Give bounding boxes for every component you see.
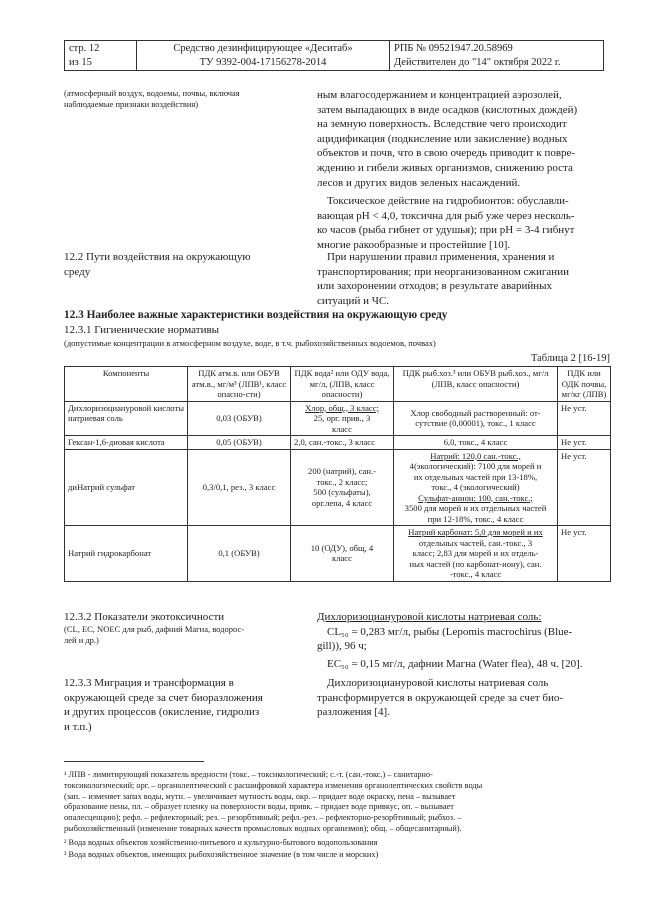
footnote-3: ³ Вода водных объектов, имеющих рыбохозяйственное значение (в том числе и морских) bbox=[64, 850, 379, 859]
cell-line: 500 (сульфаты), bbox=[313, 487, 371, 498]
cell-line: Сульфат-анион: 100, сан.-токс.; bbox=[418, 492, 533, 503]
fish-cell bbox=[394, 526, 558, 582]
table-header-row bbox=[65, 367, 611, 402]
text-line: лесов и других видов зеленых насаждений. bbox=[317, 176, 521, 189]
section-12-3-3-title bbox=[64, 676, 309, 734]
fish-cell: 6,0, токс., 4 класс bbox=[394, 436, 558, 450]
page-total: из 15 bbox=[69, 57, 92, 68]
section-12-3-2-note bbox=[64, 624, 304, 646]
table-header-cell: ПДК вода² или ОДУ вода, мг/л, (ЛПВ, класс опасности) bbox=[291, 367, 394, 402]
cell-line: Хлор свободный растворенный: от- bbox=[410, 407, 541, 418]
fish-cell bbox=[394, 401, 558, 436]
section-12-3-title: 12.3 Наиболее важные характеристики воздействия на окружающую среду bbox=[64, 309, 448, 321]
component-cell: диНатрий сульфат bbox=[65, 449, 188, 526]
cell-line: токс., 4 (экологический) bbox=[431, 482, 520, 492]
text-line: транспортирования; при неорганизованном сжигании bbox=[317, 265, 569, 278]
text-line: Токсическое действие на гидробионтов: обуславли- bbox=[327, 195, 569, 207]
hygiene-standards-table bbox=[64, 366, 611, 582]
section-title-line: среду bbox=[64, 265, 91, 278]
cell-line: 25, орг. прив., 3 bbox=[313, 413, 371, 423]
footnote-line: рыбохозяйственный (изменение товарных качеств промысловых водных организмов); общ. – общесанитарный). bbox=[64, 823, 462, 833]
rpb-cell bbox=[390, 41, 605, 70]
section-12-2-title bbox=[64, 250, 304, 279]
ec50-line: EC₅₀ = 0,15 мг/л, дафнии Магна (Water flea), 48 ч. [20]. bbox=[327, 657, 583, 670]
fish-cell bbox=[394, 449, 558, 526]
text-line: ацидификация (подкисление или закисление) водных bbox=[317, 132, 568, 145]
table-row bbox=[65, 436, 611, 450]
soil-cell: Не уст. bbox=[558, 449, 611, 526]
cell-line: 3500 для морей и их отдельных частей bbox=[404, 503, 547, 513]
component-cell: Натрий гидрокарбонат bbox=[65, 526, 188, 582]
text-line: При нарушении правил применения, хранения и bbox=[327, 251, 555, 263]
cell-line: их отдельных частей при 13-18%, bbox=[413, 471, 538, 482]
ecotoxicity-text bbox=[317, 610, 607, 671]
air-cell: 0,03 (ОБУВ) bbox=[188, 401, 291, 436]
text-line: ситуаций и ЧС. bbox=[317, 294, 389, 307]
footnote-line: (зап. – изменяет запах воды, мутн. – увеличивает мутность воды, окр. – придает воде окраску, пена – вызывает bbox=[64, 791, 456, 801]
text-line: затем выпадающих в виде осадков (кислотных дождей) bbox=[317, 103, 578, 116]
cell-line: 200 (натрий), сан.- bbox=[308, 466, 376, 477]
page-number-cell bbox=[65, 41, 137, 70]
cell-line: класс bbox=[332, 553, 352, 564]
water-cell bbox=[291, 401, 394, 436]
section-12-3-1-note: (допустимые концентрации в атмосферном воздухе, воде, в т.ч. рыбохозяйственных водоемов, почвах) bbox=[64, 338, 436, 348]
footnote-line: образование пены, пл. – образует пленку на поверхности воды, привк. – придает воде привкус, оп. – вызывает bbox=[64, 802, 454, 812]
section-title-line: и других процессов (окисление, гидролиз bbox=[64, 706, 260, 719]
cell-line: орг.лепа, 4 класс bbox=[311, 497, 373, 508]
cell-line: класс; 2,83 для морей и их отдель- bbox=[412, 548, 539, 558]
product-cell bbox=[137, 41, 390, 70]
section-12-3-2-title: 12.3.2 Показатели экотоксичности bbox=[64, 611, 225, 623]
cell-line: токс., 2 класс; bbox=[316, 476, 368, 487]
air-cell: 0,05 (ОБУВ) bbox=[188, 436, 291, 450]
cell-line: натриевая соль bbox=[68, 413, 123, 423]
footnote-1 bbox=[64, 770, 612, 835]
air-cell: 0,1 (ОБУВ) bbox=[188, 526, 291, 582]
section-title-line: и т.п.) bbox=[64, 720, 92, 733]
footnote-separator bbox=[64, 761, 204, 762]
footnote-line: токсикологический; орг. – органолептический с расшифровкой характера изменения органолептических свойств воды bbox=[64, 780, 483, 790]
water-cell bbox=[291, 526, 394, 582]
cell-line: Натрий карбонат: 5,0 для морей и их bbox=[408, 527, 543, 537]
soil-cell: Не уст. bbox=[558, 401, 611, 436]
note-line: лей и др.) bbox=[64, 635, 99, 645]
section-title-line: окружающей среде за счет биоразложения bbox=[64, 691, 263, 704]
table-row bbox=[65, 449, 611, 526]
migration-text bbox=[317, 676, 607, 720]
page-number: стр. 12 bbox=[69, 43, 100, 54]
validity: Действителен до "14" октября 2022 г. bbox=[394, 57, 561, 68]
table-row bbox=[65, 526, 611, 582]
footnote-line: опалесценцию); рефл. – рефлекторный; рез. – резорбтивный; рефл.-рез. – рефлекторно-резорбтивный; рыбхоз. – bbox=[64, 813, 462, 823]
water-cell: 2,0, сан.-токс., 3 класс bbox=[291, 436, 394, 450]
table-row bbox=[65, 401, 611, 436]
cell-line: -токс., 4 класс bbox=[449, 569, 502, 579]
section-title-line: 12.3.3 Миграция и трансформация в bbox=[64, 677, 234, 689]
soil-cell: Не уст. bbox=[558, 526, 611, 582]
cl50-line: CL₅₀ = 0,283 мг/л, рыбы (Lepomis macrochirus (Blue- bbox=[327, 625, 573, 638]
text-line: на земную поверхность. Вследствие чего происходит bbox=[317, 118, 567, 131]
cl50-line: gill)), 96 ч; bbox=[317, 640, 367, 653]
text-line: ко часов (рыба гибнет от удушья); при рН = 3-4 гибнут bbox=[317, 224, 575, 237]
cell-line: сутствие (0,00001), токс., 1 класс bbox=[415, 418, 536, 429]
table-header-cell: ПДК атм.в. или ОБУВ атм.в., мг/м³ (ЛПВ¹, класс опасно-сти) bbox=[188, 367, 291, 402]
cell-line: класс bbox=[332, 423, 352, 434]
section-12-2-text bbox=[317, 250, 607, 308]
table-header-cell: ПДК или ОДК почвы, мг/кг (ЛПВ) bbox=[558, 367, 611, 402]
cell-line: 10 (ОДУ), общ, 4 bbox=[310, 542, 374, 553]
cell-line: Натрий: 120,0 сан.-токс., bbox=[430, 450, 521, 461]
text-line: или захоронении отходов; в результате аварийных bbox=[317, 280, 553, 293]
cell-line: отдельных частей, сан.-токс., 3 bbox=[418, 537, 533, 548]
text-line: вающая рН < 4,0, токсична для рыб уже через несколь- bbox=[317, 209, 575, 222]
component-cell: Гексан-1,6-диовая кислота bbox=[65, 436, 188, 450]
rpb-number: РПБ № 09521947.20.58969 bbox=[394, 43, 513, 54]
intro-note-line: (атмосферный воздух, водоемы, почвы, включая bbox=[64, 88, 240, 98]
soil-cell: Не уст. bbox=[558, 436, 611, 450]
cell-line: ных частей (по карбонат-иону), сан. bbox=[409, 558, 542, 569]
text-line: многие ракообразные и простейшие [10]. bbox=[317, 238, 511, 251]
section-12-3-1-title: 12.3.1 Гигиенические нормативы bbox=[64, 324, 220, 336]
text-line: Дихлоризоциануровой кислоты натриевая соль bbox=[327, 677, 549, 689]
tu-number: ТУ 9392-004-17156278-2014 bbox=[199, 57, 327, 68]
cell-line: при 12-18%, токс., 4 класс bbox=[427, 513, 524, 524]
air-cell: 0,3/0,1, рез., 3 класс bbox=[188, 449, 291, 526]
table-header-cell: Компоненты bbox=[65, 367, 188, 402]
note-line: (CL, EC, NOEC для рыб, дафний Магна, водорос- bbox=[64, 624, 245, 634]
acidification-text bbox=[317, 88, 607, 190]
table-header-cell: ПДК рыб.хоз.³ или ОБУВ рыб.хоз., мг/л (ЛПВ, класс опасности) bbox=[394, 367, 558, 402]
product-name: Средство дезинфицирующее «Деситаб» bbox=[173, 43, 353, 54]
text-line: объектов и почв, что в свою очередь приводит к повре- bbox=[317, 147, 576, 160]
text-line: ждению и гибели живых организмов, снижению роста bbox=[317, 161, 573, 174]
table-caption: Таблица 2 [16-19] bbox=[530, 353, 610, 364]
cell-line: 4(экологический): 7100 для морей и bbox=[409, 461, 542, 471]
footnote-line: ¹ ЛПВ - лимитирующий показатель вредности (токс. – токсикологический; с.-т. (сан.-токс.) – санитарно- bbox=[64, 770, 433, 779]
toxic-action-text bbox=[317, 194, 607, 252]
footnote-2: ² Вода водных объектов хозяйственно-питьевого и культурно-бытового водопользования bbox=[64, 838, 378, 847]
text-line: разложения [4]. bbox=[317, 706, 390, 719]
intro-note bbox=[64, 88, 294, 110]
section-title-line: 12.2 Пути воздействия на окружающую bbox=[64, 251, 251, 263]
intro-note-line: наблюдаемые признаки воздействия) bbox=[64, 99, 199, 109]
component-cell bbox=[65, 401, 188, 436]
water-cell bbox=[291, 449, 394, 526]
document-header bbox=[64, 40, 604, 71]
text-line: ным влагосодержанием и концентрацией аэрозолей, bbox=[317, 89, 562, 101]
text-line: трансформируется в окружающей среде за счет био- bbox=[317, 691, 564, 704]
substance-title: Дихлоризоциануровой кислоты натриевая соль: bbox=[317, 611, 542, 623]
cell-line: Дихлоризоциануровой кислоты bbox=[68, 402, 185, 413]
cell-line: Хлор, общ., 3 класс; bbox=[305, 402, 379, 413]
